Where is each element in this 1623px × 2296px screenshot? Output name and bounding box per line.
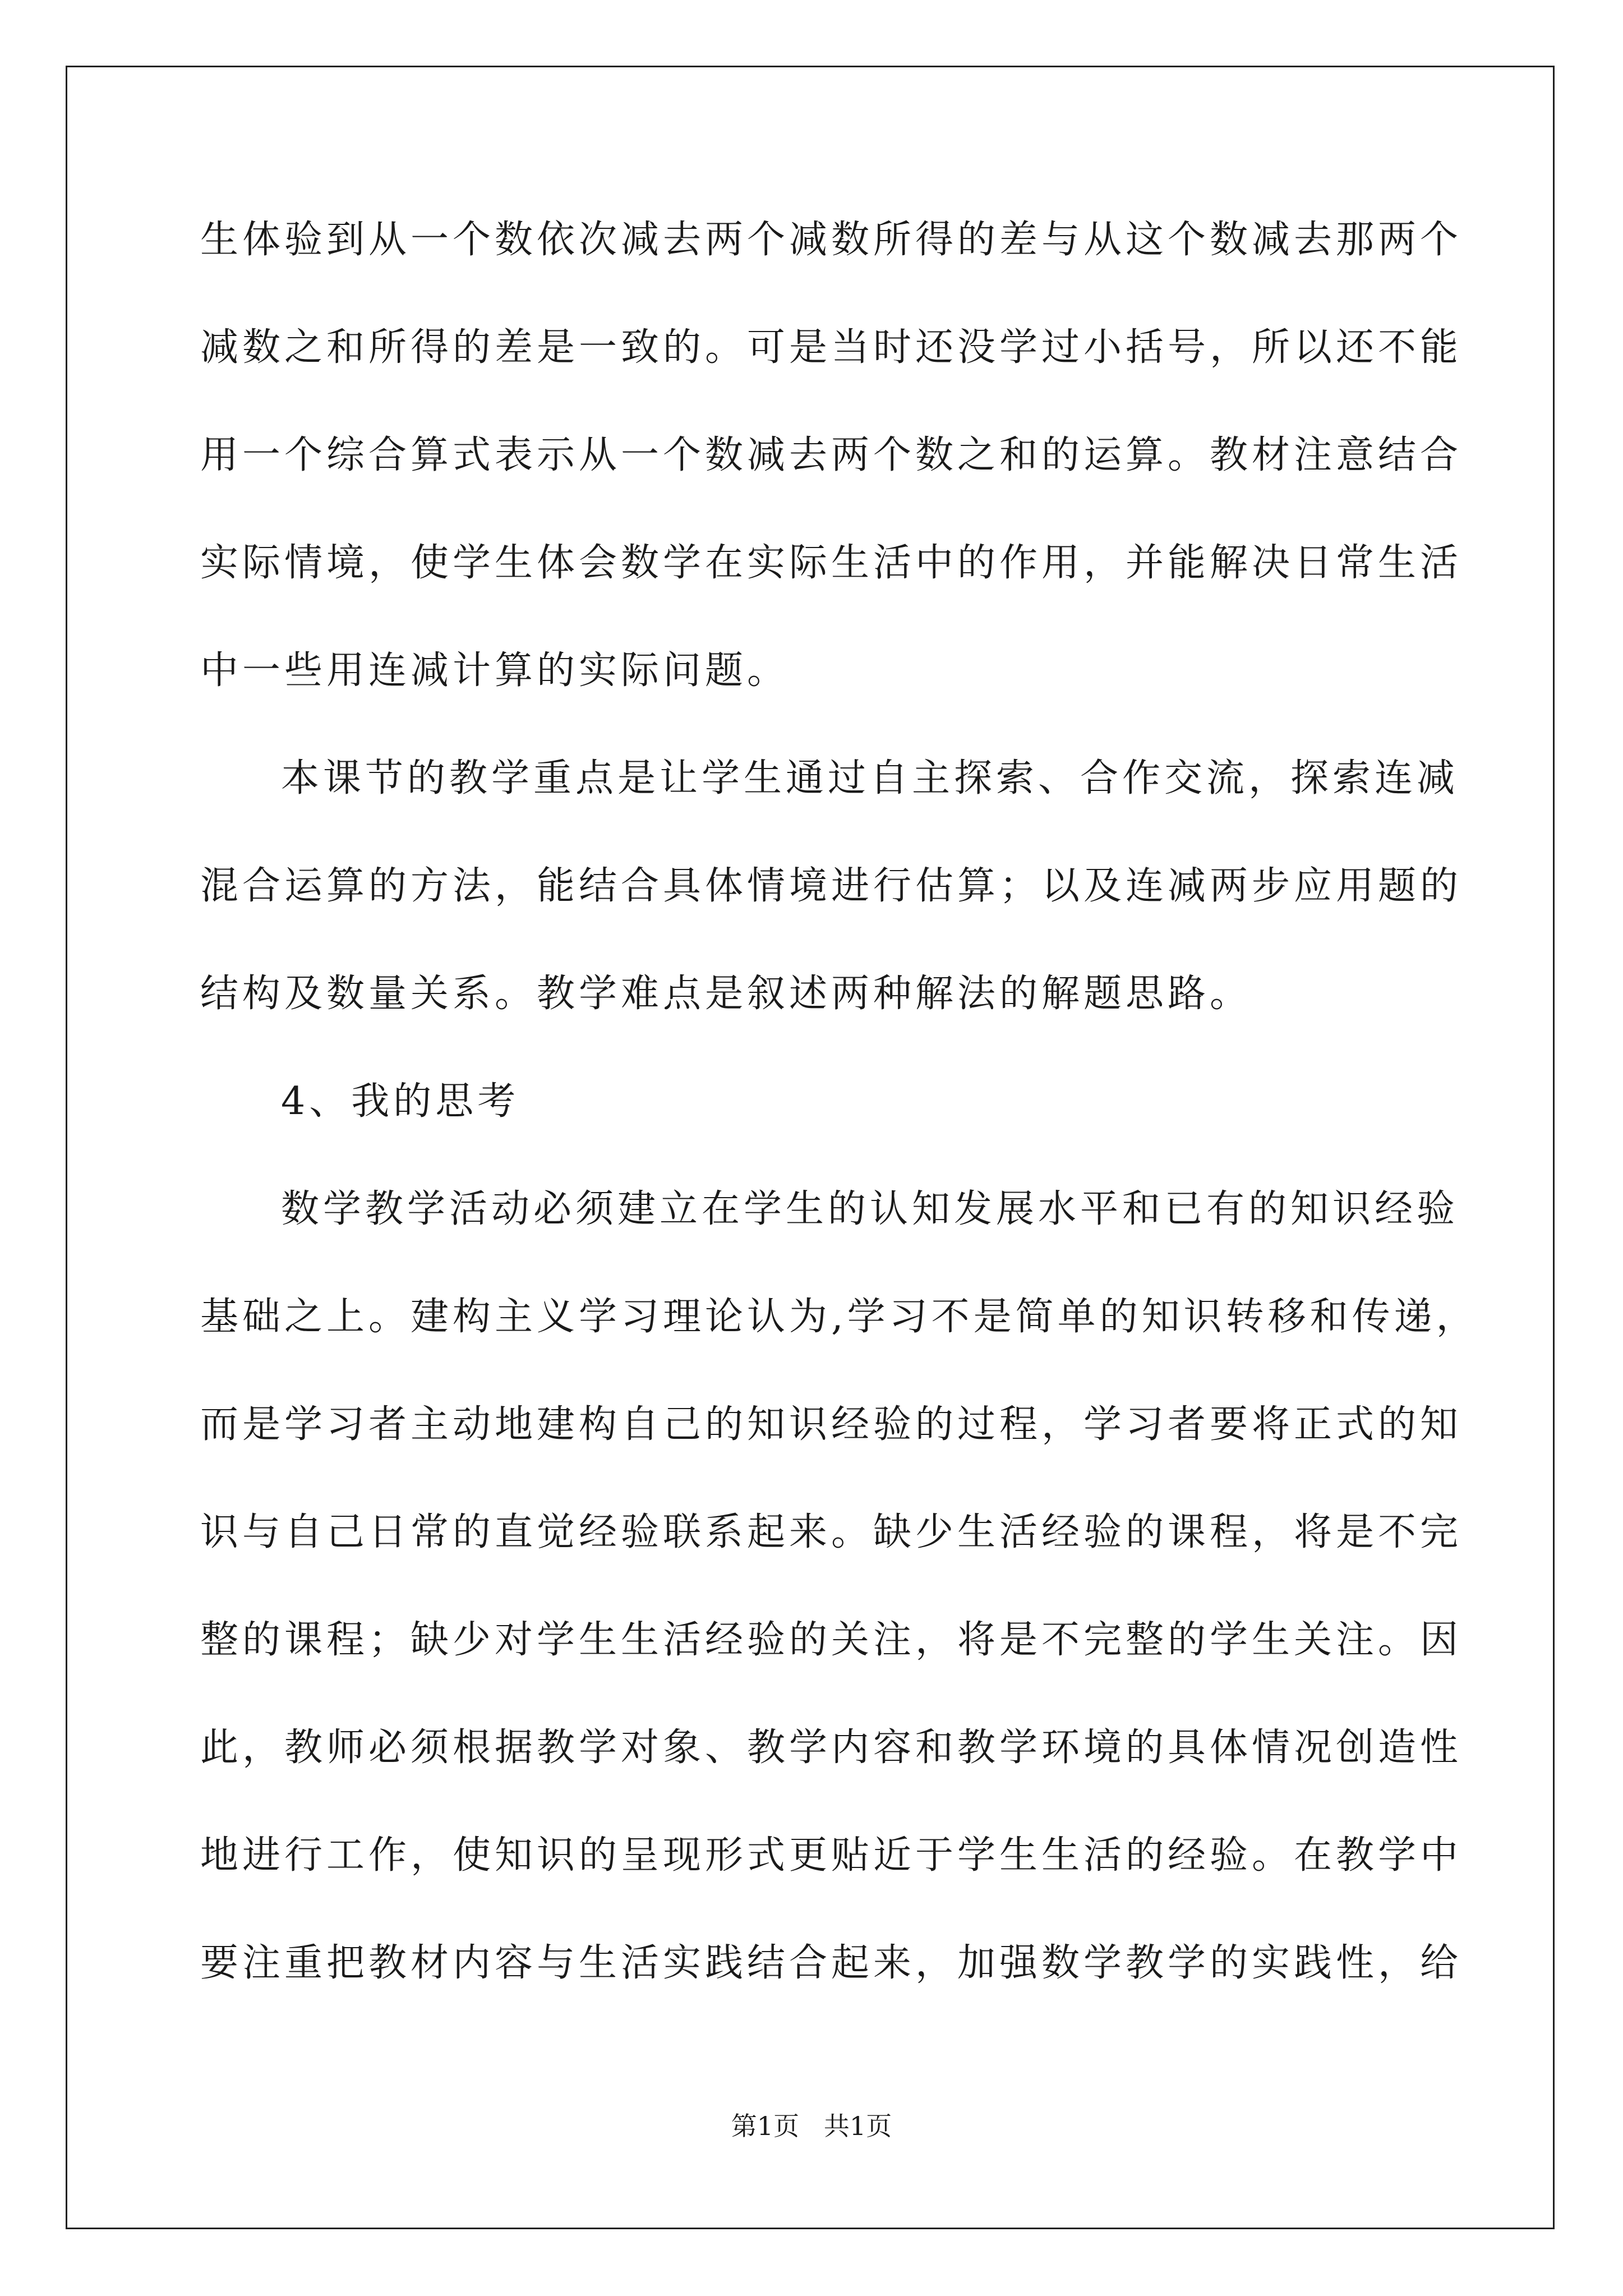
text-line: 实际情境，使学生体会数学在实际生活中的作用，并能解决日常生活 [200, 541, 1463, 585]
text-line: 整的课程；缺少对学生生活经验的关注，将是不完整的学生关注。因 [200, 1618, 1463, 1662]
document-body [200, 213, 1478, 2044]
text-line: 生体验到从一个数依次减去两个减数所得的差与从这个数减去那两个 [200, 218, 1463, 262]
text-line: 结构及数量关系。教学难点是叙述两种解法的解题思路。 [200, 972, 1252, 1016]
text-line: 本课节的教学重点是让学生通过自主探索、合作交流，探索连减 [281, 756, 1459, 800]
text-line: 混合运算的方法，能结合具体情境进行估算；以及连减两步应用题的 [200, 864, 1463, 908]
text-line: 减数之和所得的差是一致的。可是当时还没学过小括号，所以还不能 [200, 325, 1463, 370]
text-line: 要注重把教材内容与生活实践结合起来，加强数学教学的实践性，给 [200, 1941, 1463, 1985]
text-line: 此，教师必须根据教学对象、教学内容和教学环境的具体情况创造性 [200, 1726, 1463, 1770]
text-line: 基础之上。建构主义学习理论认为,学习不是简单的知识转移和传递， [200, 1295, 1478, 1339]
text-line: 而是学习者主动地建构自己的知识经验的过程，学习者要将正式的知 [200, 1402, 1463, 1447]
text-line: 数学教学活动必须建立在学生的认知发展水平和已有的知识经验 [281, 1187, 1459, 1231]
page-number: 第1页 共1页 [731, 2111, 892, 2141]
text-line: 地进行工作，使知识的呈现形式更贴近于学生生活的经验。在教学中 [200, 1833, 1463, 1878]
text-line: 中一些用连减计算的实际问题。 [200, 648, 790, 693]
text-line: 识与自己日常的直觉经验联系起来。缺少生活经验的课程，将是不完 [200, 1510, 1463, 1554]
section-heading: 4、我的思考 [281, 1079, 520, 1124]
text-line: 用一个综合算式表示从一个数减去两个数之和的运算。教材注意结合 [200, 433, 1463, 477]
